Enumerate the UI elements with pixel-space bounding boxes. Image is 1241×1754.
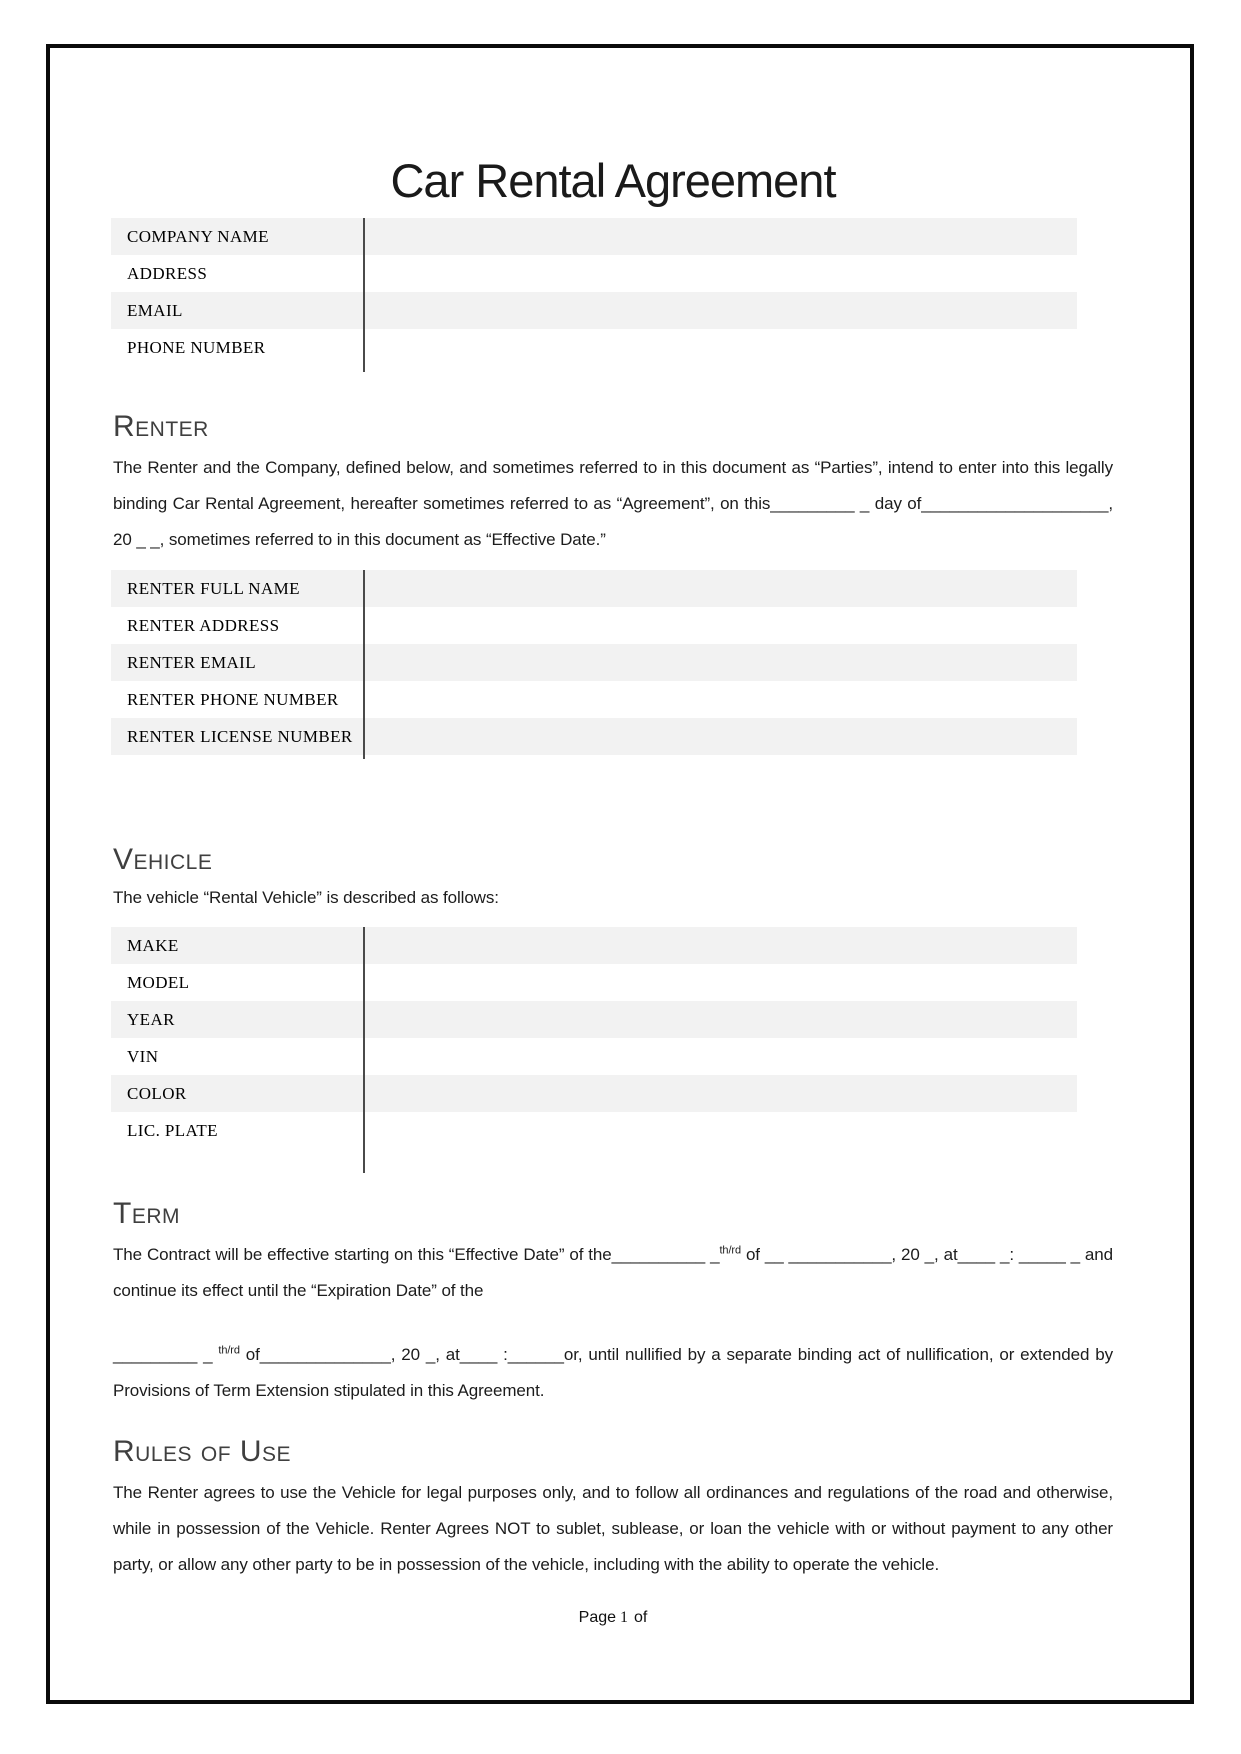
section-heading-rules-of-use: Rules of Use [113,1435,292,1468]
company-address-label: ADDRESS [127,263,208,283]
vehicle-plate-field[interactable] [365,1112,1077,1149]
table-row [111,570,1077,607]
table-row [111,964,1077,1001]
footer-page-label: Page [578,1609,617,1626]
renter-full-name-field[interactable] [365,570,1077,607]
table-row [111,681,1077,718]
vehicle-intro-paragraph: The vehicle “Rental Vehicle” is described as follows: [113,888,499,907]
table-row [111,218,1077,255]
table-row [111,1112,1077,1149]
vehicle-year-field[interactable] [365,1001,1077,1038]
renter-address-field[interactable] [365,607,1077,644]
renter-phone-field[interactable] [365,681,1077,718]
renter-address-label: RENTER ADDRESS [127,615,280,635]
renter-license-label: RENTER LICENSE NUMBER [127,726,353,746]
table-divider-line [363,218,365,372]
vehicle-color-field[interactable] [365,1075,1077,1112]
term-paragraph-1: The Contract will be effective starting on this “Effective Date” of the__________ _$^{th/rd}$ of __ ___________, 20 _, at____ _: _____ _ and continue its effect until the “Expiration Date” of the [113,1244,1113,1300]
renter-full-name-label: RENTER FULL NAME [127,578,300,598]
table-divider-line [363,570,365,759]
table-row [111,1075,1077,1112]
renter-phone-label: RENTER PHONE NUMBER [127,689,339,709]
renter-license-field[interactable] [365,718,1077,755]
renter-email-field[interactable] [365,644,1077,681]
table-row [111,718,1077,755]
page-content [113,0,1113,1627]
vehicle-year-label: YEAR [127,1009,175,1029]
section-heading-term: Term [113,1197,180,1230]
table-row [111,644,1077,681]
table-row [111,255,1077,292]
table-row [111,1001,1077,1038]
vehicle-make-field[interactable] [365,927,1077,964]
table-row [111,292,1077,329]
table-divider-line [363,927,365,1173]
document-title: Car Rental Agreement [390,154,836,207]
company-phone-field[interactable] [365,329,1077,366]
section-heading-vehicle: Vehicle [113,843,213,876]
table-row [111,1038,1077,1075]
vehicle-model-field[interactable] [365,964,1077,1001]
table-row [111,329,1077,366]
vehicle-color-label: COLOR [127,1083,187,1103]
renter-intro-paragraph: The Renter and the Company, defined below, and sometimes referred to in this document as “Parties”, intend to enter into this legally binding Car Rental Agreement, hereafter sometimes referred to as “Agreement”, on this_________ _ day of____________________, 20 _ _, sometimes referred to in this document as “Effective Date.” [113,458,1113,549]
company-name-label: COMPANY NAME [127,226,269,246]
company-email-field[interactable] [365,292,1077,329]
table-row [111,607,1077,644]
table-row [111,927,1077,964]
section-heading-renter: Renter [113,410,209,443]
vehicle-plate-label: LIC. PLATE [127,1120,218,1140]
company-info-table [111,218,1077,366]
vehicle-info-table [111,927,1077,1149]
vehicle-model-label: MODEL [127,972,190,992]
vehicle-make-label: MAKE [127,935,179,955]
company-address-field[interactable] [365,255,1077,292]
page-footer [113,1609,1113,1627]
renter-email-label: RENTER EMAIL [127,652,256,672]
footer-page-number: 1 [620,1609,629,1626]
company-name-field[interactable] [365,218,1077,255]
footer-of-label: of [634,1609,648,1626]
renter-info-table [111,570,1077,755]
vehicle-vin-field[interactable] [365,1038,1077,1075]
term-paragraph-2: _________ _ $^{th/rd}$ of______________, 20 _, at____ :______or, until nullified by a separate binding act of nullification, or extended by Provisions of Term Extension stipulated in this Agreement. [113,1344,1113,1400]
company-phone-label: PHONE NUMBER [127,337,266,357]
rules-of-use-paragraph: The Renter agrees to use the Vehicle for legal purposes only, and to follow all ordinances and regulations of the road and otherwise, while in possession of the Vehicle. Renter Agrees NOT to sublet, sublease, or loan the vehicle with or without payment to any other party, or allow any other party to be in possession of the vehicle, including with the ability to operate the vehicle. [113,1483,1113,1574]
company-email-label: EMAIL [127,300,183,320]
vehicle-vin-label: VIN [127,1046,159,1066]
